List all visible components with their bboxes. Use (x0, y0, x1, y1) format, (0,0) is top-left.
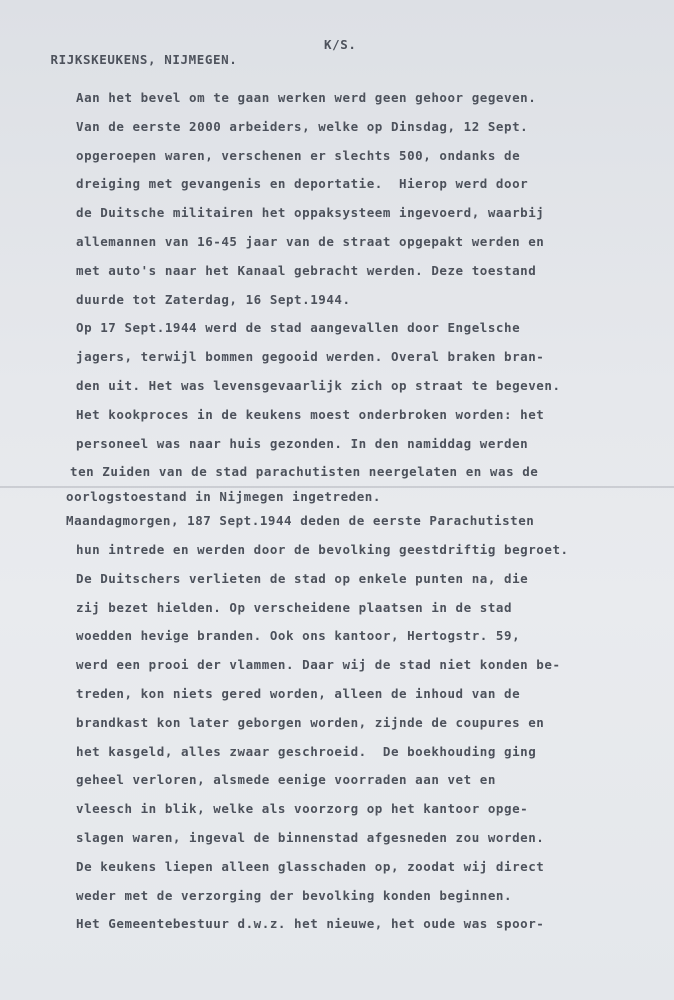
text-line: allemannen van 16-45 jaar van de straat opgepakt werden en (76, 233, 545, 249)
text-line: slagen waren, ingeval de binnenstad afgesneden zou worden. (76, 829, 545, 845)
text-line: oorlogstoestand in Nijmegen ingetreden. (66, 489, 381, 505)
text-line: de Duitsche militairen het oppaksysteem ingevoerd, waarbij (76, 205, 545, 221)
text-line: personeel was naar huis gezonden. In den namiddag werden (76, 435, 529, 451)
header-reference: K/S. (324, 37, 357, 52)
text-line: ten Zuiden van de stad parachutisten neergelaten en was de (70, 464, 539, 480)
text-line: De Duitschers verlieten de stad op enkele punten na, die (76, 570, 529, 586)
text-line: Het Gemeentebestuur d.w.z. het nieuwe, het oude was spoor- (76, 916, 545, 932)
text-line: werd een prooi der vlammen. Daar wij de stad niet konden be- (76, 657, 561, 673)
text-line: dreiging met gevangenis en deportatie. Hierop werd door (76, 176, 529, 192)
text-line: Het kookproces in de keukens moest onderbroken worden: het (76, 406, 545, 422)
header-title: RIJKSKEUKENS, NIJMEGEN. (50, 52, 238, 67)
text-line: jagers, terwijl bommen gegooid werden. Overal braken bran- (76, 349, 545, 365)
text-line: geheel verloren, alsmede eenige voorraden aan vet en (76, 772, 496, 788)
text-line: treden, kon niets gered worden, alleen de inhoud van de (76, 685, 521, 701)
text-line: De keukens liepen alleen glasschaden op, zoodat wij direct (76, 858, 545, 874)
text-line: vleesch in blik, welke als voorzorg op het kantoor opge- (76, 801, 529, 817)
text-line: Maandagmorgen, 187 Sept.1944 deden de eerste Parachutisten (66, 513, 535, 529)
typed-body (66, 84, 656, 939)
text-line: brandkast kon later geborgen worden, zijnde de coupures en (76, 714, 545, 730)
text-line: hun intrede en werden door de bevolking geestdriftig begroet. (76, 541, 569, 557)
text-line: Van de eerste 2000 arbeiders, welke op Dinsdag, 12 Sept. (76, 118, 529, 134)
text-line: het kasgeld, alles zwaar geschroeid. De boekhouding ging (76, 743, 537, 759)
text-line: zij bezet hielden. Op verscheidene plaatsen in de stad (76, 599, 513, 615)
text-line: woedden hevige branden. Ook ons kantoor, Hertogstr. 59, (76, 628, 521, 644)
text-line: weder met de verzorging der bevolking konden beginnen. (76, 887, 513, 903)
text-line: Aan het bevel om te gaan werken werd geen gehoor gegeven. (76, 90, 537, 105)
text-line: Op 17 Sept.1944 werd de stad aangevallen door Engelsche (76, 320, 521, 336)
text-line: opgeroepen waren, verschenen er slechts 500, ondanks de (76, 147, 521, 163)
text-line: met auto's naar het Kanaal gebracht werden. Deze toestand (76, 262, 537, 278)
text-line: duurde tot Zaterdag, 16 Sept.1944. (76, 291, 351, 307)
text-line: den uit. Het was levensgevaarlijk zich op straat te begeven. (76, 377, 561, 393)
